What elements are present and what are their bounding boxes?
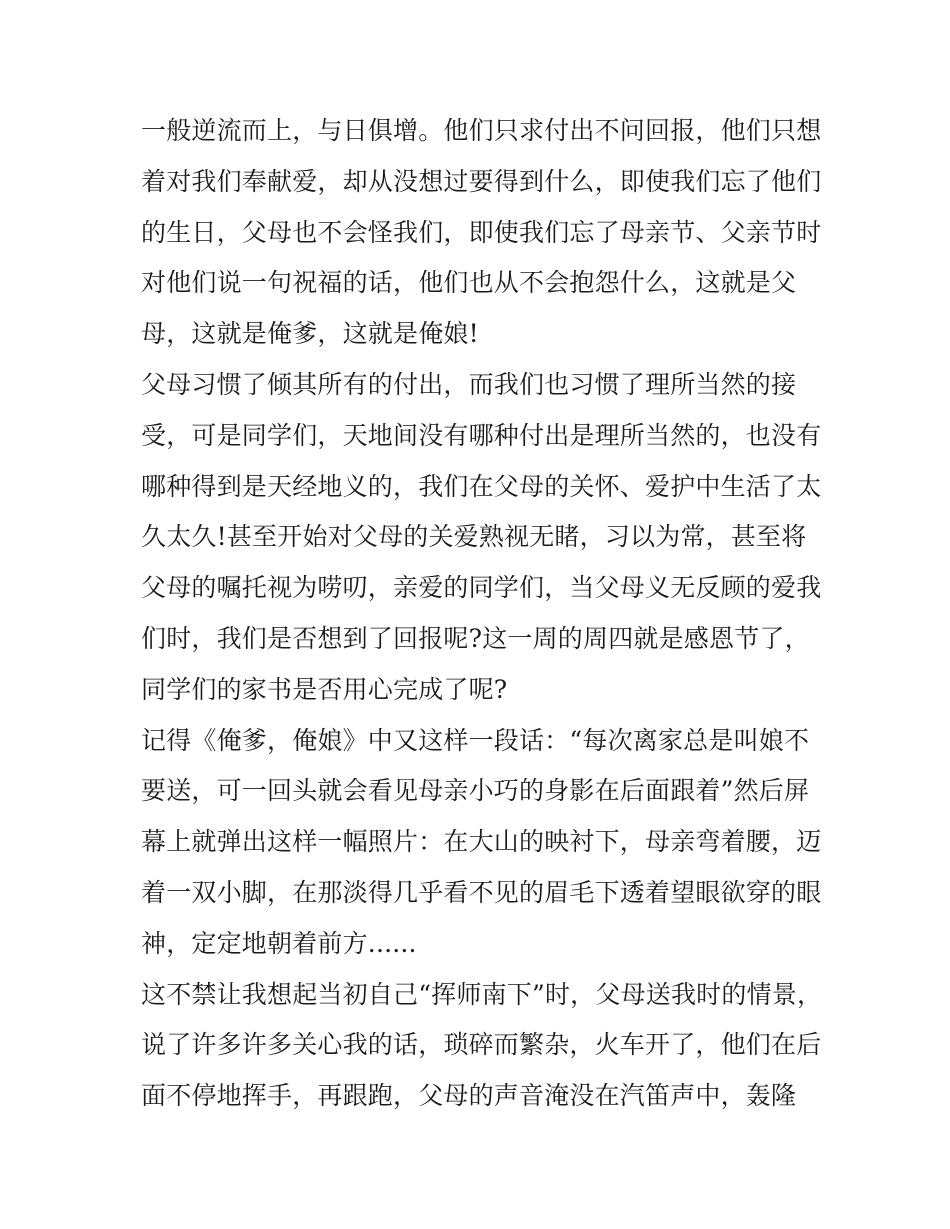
- text-line: 要送，可一回头就会看见母亲小巧的身影在后面跟着”然后屏: [141, 776, 810, 806]
- text-line: 这不禁让我想起当初自己“挥师南下”时，父母送我时的情景，: [141, 979, 823, 1009]
- text-line: 受，可是同学们，天地间没有哪种付出是理所当然的，也没有: [141, 420, 822, 450]
- text-line: 面不停地挥手，再跟跑，父母的声音淹没在汽笛声中，轰隆: [141, 1081, 797, 1111]
- text-line: 幕上就弹出这样一幅照片：在大山的映衬下，母亲弯着腰，迈: [141, 827, 822, 857]
- text-line: 父母的嘱托视为唠叨，亲爱的同学们，当父母义无反顾的爱我: [141, 573, 822, 603]
- text-line: 着对我们奉献爱，却从没想过要得到什么，即使我们忘了他们: [141, 166, 822, 196]
- text-line: 久太久!甚至开始对父母的关爱熟视无睹，习以为常，甚至将: [141, 522, 807, 552]
- text-line: 同学们的家书是否用心完成了呢?: [141, 674, 508, 704]
- text-line: 父母习惯了倾其所有的付出，而我们也习惯了理所当然的接: [141, 369, 797, 399]
- text-line: 母，这就是俺爹，这就是俺娘!: [141, 319, 479, 349]
- text-line: 一般逆流而上，与日俱增。他们只求付出不问回报，他们只想: [141, 116, 822, 145]
- text-line: 的生日，父母也不会怪我们，即使我们忘了母亲节、父亲节时: [141, 217, 822, 247]
- text-line: 着一双小脚，在那淡得几乎看不见的眉毛下透着望眼欲穿的眼: [141, 877, 822, 907]
- document-body: [141, 106, 821, 1122]
- text-line: 对他们说一句祝福的话，他们也从不会抱怨什么，这就是父: [141, 268, 797, 298]
- text-line: 神，定定地朝着前方......: [141, 928, 417, 958]
- text-line: 记得《俺爹，俺娘》中又这样一段话：“每次离家总是叫娘不: [141, 725, 810, 755]
- text-line: 哪种得到是天经地义的，我们在父母的关怀、爱护中生活了太: [141, 471, 822, 501]
- text-line: 说了许多许多关心我的话，琐碎而繁杂，火车开了，他们在后: [141, 1030, 822, 1060]
- text-line: 们时，我们是否想到了回报呢?这一周的周四就是感恩节了，: [141, 623, 810, 653]
